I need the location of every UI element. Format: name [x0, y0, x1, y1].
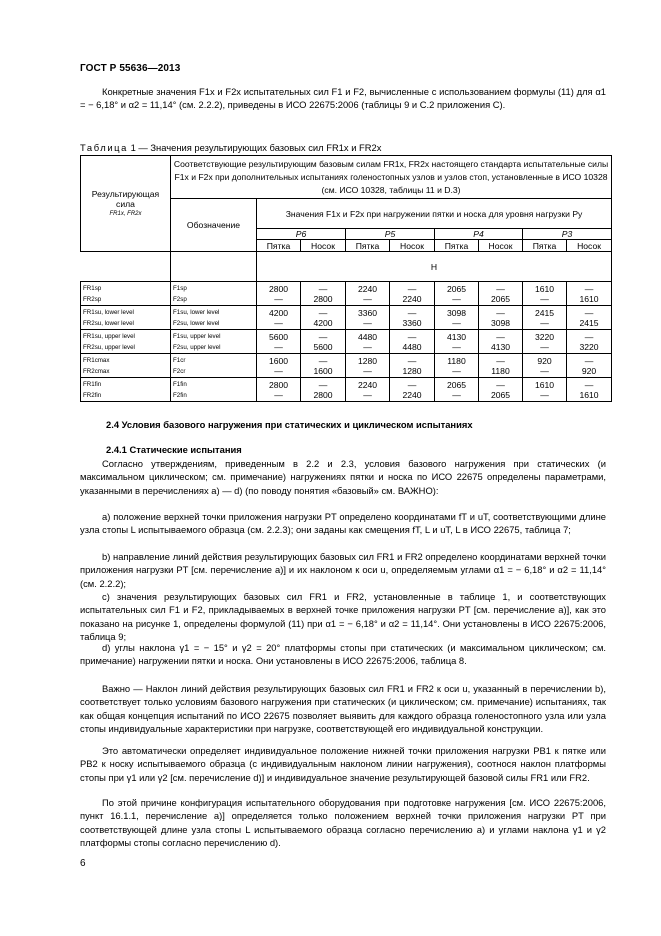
dash: —: [496, 283, 505, 294]
dash: —: [496, 331, 505, 342]
result-force-r2: FR2su, lower level: [83, 319, 134, 327]
dash: —: [452, 293, 461, 304]
dash: —: [363, 317, 372, 328]
designation-d2: F2cr: [173, 367, 186, 375]
toe-value-cell: [567, 282, 612, 306]
heel-value-cell: [346, 306, 390, 330]
heel-value-cell: [523, 330, 567, 354]
table-row: [81, 330, 612, 354]
dash: —: [496, 307, 505, 318]
toe-value-cell: [390, 306, 435, 330]
item-a: а) положение верхней точки приложения нагрузки PT определено координатами fT и uT, соответствующими длине узла стопы L испытываемого образца (см. 2.2.3); они заданы как смещения fT, L и uT, L в ИСО 22675, таблица 7;: [80, 511, 606, 536]
heel-value: 2065: [446, 379, 467, 390]
dash: —: [452, 341, 461, 352]
heel-value: 3220: [534, 331, 555, 342]
toe-value: 1280: [402, 365, 422, 376]
forces-table: [80, 155, 612, 402]
dash: —: [540, 317, 549, 328]
paragraph: По этой причине конфигурация испытательного оборудования при подготовке нагружения [см. ИСО 22675:2006, пункт 16.1.1, перечисление а)] определяется только положением верхней точки приложения нагрузки PT при соответствующей длине узла стопы L испытываемого образца согласно перечислению а) и углами наклона γ1 и γ2 платформы стопы согласно перечислению d).: [80, 797, 606, 849]
dash: —: [584, 283, 594, 294]
table-caption-label: Таблица: [80, 142, 128, 153]
dash: —: [318, 283, 328, 294]
dash: —: [584, 355, 594, 366]
result-force-cell: [81, 306, 171, 330]
paragraph: Это автоматически определяет индивидуальное положение нижней точки приложения нагрузки PB1 к пятке или PB2 к носку испытываемого образца (с индивидуальным наклоном линии нагружения), соотнося наклон платформы стопы при γ1 или γ2 [см. перечисление d)] и индивидуальное значение результирующей базовой силы FR1 или FR2.: [80, 745, 606, 783]
toe-value-cell: [479, 282, 523, 306]
heel-value: 2415: [534, 307, 555, 318]
heel-label: Пятка: [257, 240, 301, 252]
toe-value-cell: [301, 306, 346, 330]
result-force-r1: FR1fin: [83, 380, 102, 388]
heel-value: 1610: [534, 379, 555, 390]
dash: —: [584, 379, 594, 390]
toe-value-cell: [390, 282, 435, 306]
table-row: [81, 282, 612, 306]
top-header: Соответствующие результирующим базовым силам FR1x, FR2x настоящего стандарта испытательные силы F1x и F2x при дополнительных испытаниях голеностопных узлов и узлов стоп, установленные в ИСО 10328 (см. ИСО 10328, таблицы 11 и D.3): [171, 156, 612, 199]
table-caption: [80, 142, 381, 153]
dash: —: [407, 379, 417, 390]
dash: —: [318, 355, 328, 366]
toe-value-cell: [301, 378, 346, 402]
dash: —: [318, 307, 328, 318]
result-force-header: [81, 156, 171, 252]
toe-value-cell: [479, 378, 523, 402]
heel-value: 2800: [268, 283, 289, 294]
designation-d2: F2su, upper level: [173, 343, 221, 351]
toe-value-cell: [390, 354, 435, 378]
heel-label: Пятка: [435, 240, 479, 252]
heel-value-cell: [346, 330, 390, 354]
heel-value: 5600: [268, 331, 289, 342]
heel-value: 4480: [357, 331, 378, 342]
dash: —: [274, 389, 283, 400]
dash: —: [452, 365, 461, 376]
toe-value-cell: [479, 306, 523, 330]
heel-value-cell: [257, 306, 301, 330]
toe-value: 2065: [490, 389, 511, 400]
heel-value: 3360: [357, 307, 378, 318]
dash: —: [407, 307, 417, 318]
result-force-cell: [81, 330, 171, 354]
dash: —: [407, 283, 417, 294]
toe-value: 1610: [579, 389, 599, 400]
dash: —: [540, 365, 549, 376]
designation-d1: F1sp: [173, 284, 187, 292]
toe-value: 2800: [313, 389, 333, 400]
heel-value-cell: [435, 378, 479, 402]
toe-value: 2065: [490, 293, 511, 304]
paragraph: Согласно утверждениям, приведенным в 2.2 и 2.3, условия базового нагружения при статических (и максимальном циклическом; см. примечание) нагружениях пятки и носка по ИСО 22675 определены параметрами, указанными в перечислениях а) — d) (по поводу понятия «базовый» см. ВАЖНО):: [80, 458, 606, 496]
level-p5: P5: [384, 229, 396, 239]
heel-value: 1280: [357, 355, 378, 366]
result-force-r1: FR1su, lower level: [83, 308, 134, 316]
toe-value: 4200: [313, 317, 333, 328]
heel-value-cell: [435, 354, 479, 378]
dash: —: [496, 379, 505, 390]
dash: —: [274, 293, 283, 304]
heel-value: 2800: [268, 379, 289, 390]
heel-value-cell: [523, 306, 567, 330]
result-force-r1: FR1sp: [83, 284, 102, 292]
toe-value-cell: [567, 306, 612, 330]
level-p3: P3: [561, 229, 573, 239]
heel-value-cell: [523, 354, 567, 378]
toe-value-cell: [567, 354, 612, 378]
intro-paragraph: Конкретные значения F1x и F2x испытательных сил F1 и F2, вычисленные с использованием формулы (11) для α1 = − 6,18° и α2 = 11,14° (см. 2.2.2), приведены в ИСО 22675:2006 (таблицы 9 и С.2 приложения С).: [80, 86, 606, 111]
designation-d1: F1su, lower level: [173, 308, 220, 316]
subsection-title: 2.4.1 Статические испытания: [106, 444, 242, 455]
dash: —: [584, 331, 594, 342]
heel-label: Пятка: [346, 240, 390, 252]
toe-value-cell: [479, 330, 523, 354]
result-force-cell: [81, 354, 171, 378]
toe-label: Носок: [567, 240, 612, 252]
result-force-r2: FR2sp: [83, 295, 102, 303]
toe-value-cell: [301, 330, 346, 354]
dash: —: [540, 341, 549, 352]
dash: —: [407, 331, 417, 342]
toe-value: 1600: [313, 365, 333, 376]
heel-value-cell: [435, 282, 479, 306]
toe-label: Носок: [479, 240, 523, 252]
heel-value: 1180: [447, 355, 466, 366]
toe-value-cell: [479, 354, 523, 378]
designation-header: Обозначение: [171, 199, 257, 252]
toe-value: 1610: [579, 293, 599, 304]
toe-value-cell: [390, 378, 435, 402]
heel-value-cell: [523, 378, 567, 402]
dash: —: [452, 389, 461, 400]
heel-value: 2240: [357, 379, 378, 390]
dash: —: [363, 389, 372, 400]
toe-value: 2415: [579, 317, 599, 328]
heel-value: 4200: [268, 307, 289, 318]
heel-value: 2065: [446, 283, 467, 294]
result-force-r2: FR2fin: [83, 391, 102, 399]
heel-value: 920: [537, 355, 552, 366]
item-b: b) направление линий действия результирующих базовых сил FR1 и FR2 определено координатами верхней точки приложения нагрузки PT [см. перечисление а)] и их наклоном к оси u, определяемым углами α1 = − 6,18° и α2 = 11,14° (см. 2.2.2);: [80, 551, 606, 589]
level-p6: P6: [295, 229, 307, 239]
dash: —: [274, 341, 283, 352]
heel-value: 4130: [446, 331, 467, 342]
result-force-r1: FR1su, upper level: [83, 332, 135, 340]
important-note: Важно — Наклон линий действия результирующих базовых сил FR1 и FR2 к оси u, указанный в перечислении b), соответствует только условиям базового нагружения при статических (и циклическом; см. примечание) испытаниях, так как общая концепция испытаний по ИСО 22675 позволяет выявить для каждого образца голеностопного узла или узла стопы индивидуальные характеристики при нагрузке, соответствующей его индивидуальной конструкции.: [80, 683, 606, 735]
dash: —: [407, 355, 417, 366]
dash: —: [540, 293, 549, 304]
toe-value: 1180: [491, 365, 510, 376]
toe-value: 2240: [402, 389, 422, 400]
result-force-title: Результирующая сила: [91, 188, 160, 209]
designation-d1: F1cr: [173, 356, 186, 364]
heel-value-cell: [435, 330, 479, 354]
dash: —: [274, 365, 283, 376]
page-number: 6: [80, 858, 86, 869]
toe-value: 2240: [402, 293, 422, 304]
heel-value-cell: [257, 354, 301, 378]
heel-value: 1600: [268, 355, 289, 366]
heel-value-cell: [346, 378, 390, 402]
result-force-r1: FR1cmax: [83, 356, 110, 364]
result-force-sub: FR1x, FR2x: [109, 210, 142, 217]
toe-value: 4130: [490, 341, 511, 352]
toe-value: 3360: [402, 317, 422, 328]
toe-value: 3220: [579, 341, 599, 352]
toe-label: Носок: [390, 240, 435, 252]
dash: —: [363, 341, 372, 352]
heel-value-cell: [257, 378, 301, 402]
toe-value: 2800: [313, 293, 333, 304]
designation-cell: [171, 330, 257, 354]
dash: —: [496, 355, 505, 366]
section-title: 2.4 Условия базового нагружения при статических и циклическом испытаниях: [106, 419, 473, 430]
toe-value: 5600: [313, 341, 333, 352]
toe-value-cell: [301, 354, 346, 378]
designation-cell: [171, 306, 257, 330]
dash: —: [274, 317, 283, 328]
designation-d1: F1fin: [173, 380, 187, 388]
heel-value-cell: [523, 282, 567, 306]
designation-d2: F2sp: [173, 295, 187, 303]
dash: —: [584, 307, 594, 318]
toe-value: 3098: [490, 317, 511, 328]
result-force-r2: FR2su, upper level: [83, 343, 135, 351]
values-header: Значения F1x и F2x при нагружении пятки и носка для уровня нагрузки Pу: [257, 199, 612, 229]
toe-value-cell: [390, 330, 435, 354]
designation-d2: F2fin: [173, 391, 187, 399]
toe-value-cell: [301, 282, 346, 306]
heel-label: Пятка: [523, 240, 567, 252]
level-p4: P4: [473, 229, 484, 239]
standard-header: ГОСТ Р 55636—2013: [80, 63, 181, 74]
heel-value-cell: [257, 330, 301, 354]
result-force-cell: [81, 378, 171, 402]
designation-cell: [171, 378, 257, 402]
designation-d1: F1su, upper level: [173, 332, 221, 340]
toe-value: 4480: [402, 341, 422, 352]
dash: —: [452, 317, 461, 328]
heel-value-cell: [435, 306, 479, 330]
dash: —: [318, 331, 328, 342]
unit-cell: Н: [257, 252, 612, 282]
result-force-cell: [81, 282, 171, 306]
table-row: [81, 306, 612, 330]
heel-value-cell: [257, 282, 301, 306]
dash: —: [363, 293, 372, 304]
designation-cell: [171, 354, 257, 378]
item-d: d) углы наклона γ1 = − 15° и γ2 = 20° платформы стопы при статических (и максимальном циклическом; см. примечание) нагружении пятки и носка. Они установлены в ИСО 22675:2006, таблица 8.: [80, 642, 606, 667]
heel-value: 3098: [446, 307, 467, 318]
designation-cell: [171, 282, 257, 306]
toe-label: Носок: [301, 240, 346, 252]
dash: —: [363, 365, 372, 376]
toe-value: 920: [581, 365, 597, 376]
toe-value-cell: [567, 378, 612, 402]
designation-d2: F2su, lower level: [173, 319, 220, 327]
table-caption-text: 1 — Значения результирующих базовых сил FR1x и FR2x: [130, 142, 382, 153]
table-row: [81, 378, 612, 402]
dash: —: [318, 379, 328, 390]
heel-value-cell: [346, 282, 390, 306]
item-c: c) значения результирующих базовых сил FR1 и FR2, установленные в таблице 1, и соответствующих испытательных сил F1 и F2, прикладываемых в верхней точке приложения нагрузки PT [см. перечисление а)], как это показано на рисунке 1, определены формулой (11) при α1 = − 6,18° и α2 = 11,14°. Они установлены в ИСО 22675:2006, таблица 9;: [80, 591, 606, 643]
table-row: [81, 354, 612, 378]
dash: —: [540, 389, 549, 400]
toe-value-cell: [567, 330, 612, 354]
heel-value: 1610: [534, 283, 555, 294]
heel-value: 2240: [357, 283, 378, 294]
heel-value-cell: [346, 354, 390, 378]
result-force-r2: FR2cmax: [83, 367, 110, 375]
